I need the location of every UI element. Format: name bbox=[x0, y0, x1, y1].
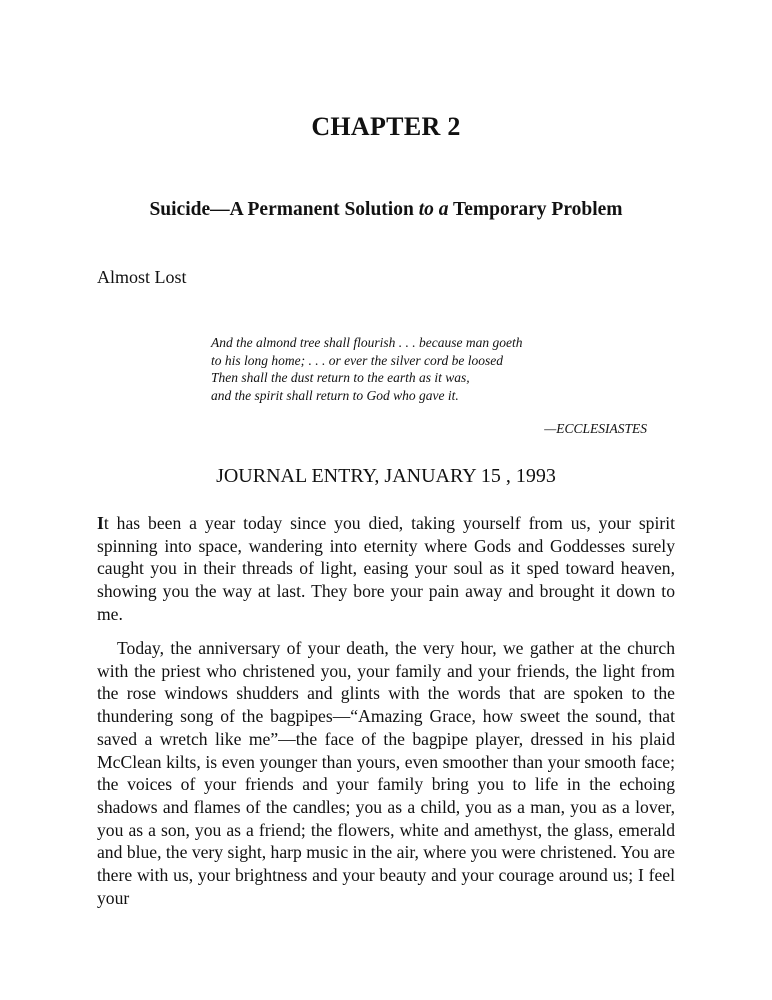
drop-initial: I bbox=[97, 513, 104, 533]
chapter-subtitle bbox=[0, 199, 772, 221]
paragraph-text: t has been a year today since you died, taking yourself from us, your spirit spinning into space, wandering into eternity where Gods and Goddesses surely caught you in their threads of light, easing your soul as it sped toward heaven, showing you the way at last. They bore your pain away and brought it down to me. bbox=[97, 513, 675, 624]
chapter-title: CHAPTER 2 bbox=[311, 112, 461, 141]
epigraph-line: and the spirit shall return to God who gave it. bbox=[211, 387, 459, 403]
epigraph-line: to his long home; . . . or ever the silver cord be loosed bbox=[211, 352, 503, 368]
section-heading: Almost Lost bbox=[97, 267, 187, 287]
body-paragraph-2: Today, the anniversary of your death, the very hour, we gather at the church with the priest who christened you, your family and your friends, the light from the rose windows shudders and glints with the words that are spoken to the thundering song of the bagpipes—“Amazing Grace, how sweet the sound, that saved a wretch like me”—the face of the bagpipe player, dressed in his plaid McClean kilts, is even younger than yours, even smoother than your smooth face; the voices of your friends and your family bring you to life in the echoing shadows and flames of the candles; you as a child, you as a man, you as a lover, you as a son, you as a friend; the flowers, white and amethyst, the glass, emerald and blue, the very sight, harp music in the air, where you were christened. You are there with us, your brightness and your beauty and your courage around us; I feel your bbox=[97, 638, 675, 908]
body-paragraph-1 bbox=[97, 512, 675, 626]
chapter-subtitle-part2: Temporary Problem bbox=[448, 199, 623, 220]
epigraph bbox=[211, 334, 651, 404]
chapter-subtitle-part1: Suicide—A Permanent Solution bbox=[149, 199, 419, 220]
epigraph-line: And the almond tree shall flourish . . . because man goeth bbox=[211, 335, 523, 350]
epigraph-line: Then shall the dust return to the earth as it was, bbox=[211, 370, 470, 385]
epigraph-source: —ECCLESIASTES bbox=[544, 421, 647, 436]
chapter-subtitle-italic: to a bbox=[418, 199, 449, 220]
journal-entry-heading: JOURNAL ENTRY, JANUARY 15 , 1993 bbox=[216, 465, 556, 487]
